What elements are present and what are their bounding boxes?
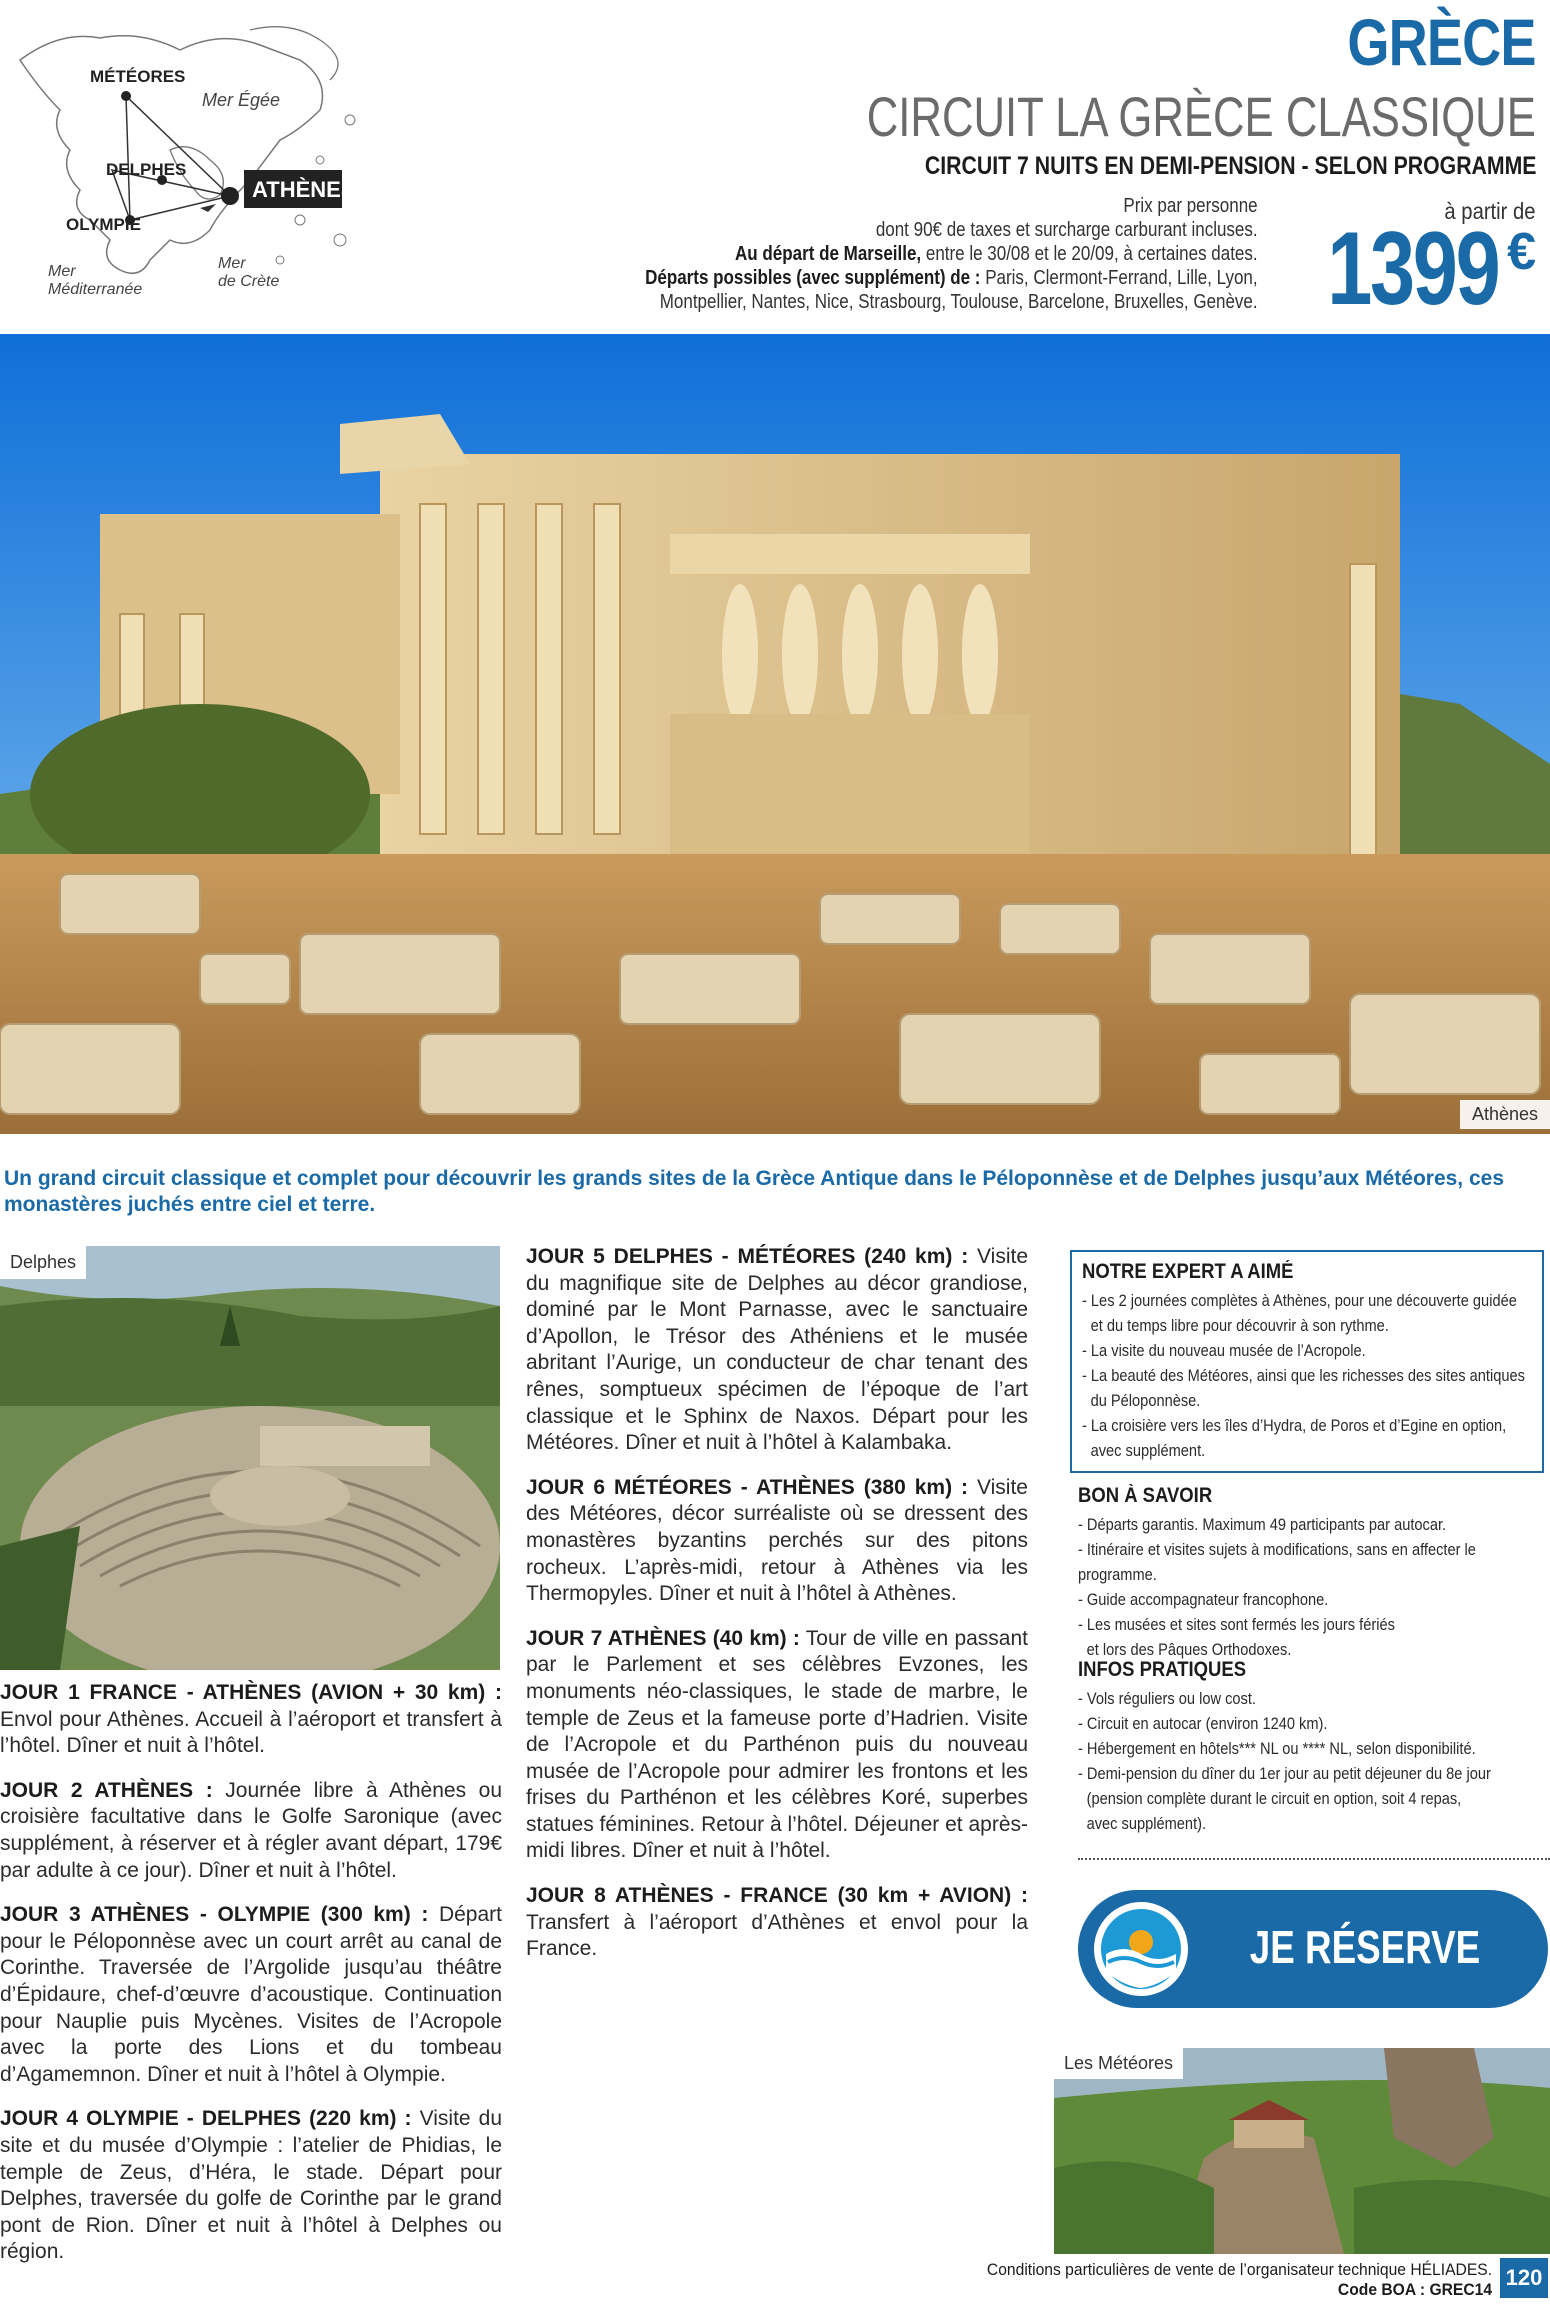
day-7: JOUR 7 ATHÈNES (40 km) : Tour de ville en passant par le Parlement et ses célèbres Evzones, les monuments néo-classiques, le stade de marbre, le temple de Zeus et la fameuse porte d’Hadrien. Visite de l’Acropole et du Parthénon puis du nouveau musée de l’Acropole pour admirer les frontons et les frises du Parthénon et les célèbres Koré, superbes statues féminines. Retour à l’hôtel. Déjeuner et après-midi libres. Dîner et nuit à l’hôtel. xyxy=(526,1626,1028,1863)
map-city-meteores: MÉTÉORES xyxy=(90,67,186,86)
day-6: JOUR 6 MÉTÉORES - ATHÈNES (380 km) : Visite des Météores, décor surréaliste où se dressent des monastères byzantins perchés sur des pitons rocheux. L’après-midi, retour à Athènes via les Thermopyles. Dîner et nuit à l’hôtel à Athènes. xyxy=(526,1475,1028,1606)
day-3: JOUR 3 ATHÈNES - OLYMPIE (300 km) : Départ pour le Péloponnèse avec un court arrêt au canal de Corinthe. Traversée de l’Argolide jusqu’au théâtre d’Épidaure, chef-d’œuvre d’acoustique. Continuation pour Nauplie puis Mycènes. Visites de l’Acropole avec la porte des Lions et du tombeau d’Agamemnon. Dîner et nuit à l’hôtel à Olympie. xyxy=(0,1903,502,2086)
price-marseille: Au départ de Marseille, entre le 30/08 et le 20/09, à certaines dates. xyxy=(735,243,1258,265)
map-sea-egee: Mer Égée xyxy=(202,90,281,110)
map-city-delphes: DELPHES xyxy=(106,160,187,179)
practical-info xyxy=(1078,1656,1548,1836)
day-2: JOUR 2 ATHÈNES : Journée libre à Athènes ou croisière facultative dans le Golfe Saronique (avec supplément, à réserver et à régler avant départ, 179€ par adulte à ce jour). Dîner et nuit à l’hôtel. xyxy=(0,1778,502,1882)
footer-conditions xyxy=(987,2260,1492,2300)
day-8: JOUR 8 ATHÈNES - FRANCE (30 km + AVION) : Transfert à l’aéroport d’Athènes et envol pour la France. xyxy=(526,1884,1028,1961)
list-item: - Les musées et sites sont fermés les jours fériés xyxy=(1078,1615,1395,1634)
price-departures-2: Montpellier, Nantes, Nice, Strasbourg, Toulouse, Barcelone, Bruxelles, Genève. xyxy=(660,291,1258,313)
itinerary-middle xyxy=(526,1244,1028,1981)
list-item: - La visite du nouveau musée de l’Acropole. xyxy=(1082,1341,1366,1360)
map-sea-mer1: Mer xyxy=(48,263,76,280)
wave-logo-icon[interactable] xyxy=(1094,1902,1188,1996)
practical-info-title: INFOS PRATIQUES xyxy=(1078,1658,1247,1681)
expert-box xyxy=(1070,1250,1544,1473)
list-item: du Péloponnèse. xyxy=(1090,1391,1201,1410)
boa-code: Code BOA : GREC14 xyxy=(1337,2280,1492,2299)
list-item: - Hébergement en hôtels*** NL ou **** NL, selon disponibilité. xyxy=(1078,1739,1476,1758)
good-to-know xyxy=(1078,1482,1548,1662)
delphes-caption: Delphes xyxy=(0,1246,86,1279)
price-departures: Départs possibles (avec supplément) de : Paris, Clermont-Ferrand, Lille, Lyon, xyxy=(645,267,1258,289)
list-item: et lors des Pâques Orthodoxes. xyxy=(1086,1640,1292,1659)
list-item: - Circuit en autocar (environ 1240 km). xyxy=(1078,1714,1328,1733)
list-item: - Guide accompagnateur francophone. xyxy=(1078,1590,1329,1609)
practical-info-list xyxy=(1078,1686,1548,1836)
delphes-photo xyxy=(0,1246,500,1670)
dotted-divider xyxy=(1078,1858,1550,1860)
route-map xyxy=(0,0,400,320)
map-sea-mediterranee: Méditerranée xyxy=(48,281,143,298)
list-item: avec supplément). xyxy=(1086,1814,1207,1833)
map-city-athenes: ATHÈNES xyxy=(252,177,356,202)
list-item: - Les 2 journées complètes à Athènes, pour une découverte guidée xyxy=(1082,1291,1517,1310)
list-item: (pension complète durant le circuit en option, soit 4 repas, xyxy=(1086,1789,1462,1808)
list-item: et du temps libre pour découvrir à son rythme. xyxy=(1090,1316,1389,1335)
meteores-caption: Les Météores xyxy=(1054,2048,1183,2079)
map-sea-crete: de Crète xyxy=(218,273,280,290)
from-label: à partir de xyxy=(1444,198,1536,224)
expert-title: NOTRE EXPERT A AIMÉ xyxy=(1082,1260,1294,1283)
price-details xyxy=(645,194,1258,314)
price-value: 1399 xyxy=(1326,211,1498,327)
list-item: - La beauté des Météores, ainsi que les richesses des sites antiques xyxy=(1082,1366,1525,1385)
expert-list xyxy=(1082,1288,1532,1463)
hero-photo-erechtheion xyxy=(0,334,1550,1134)
price-per-person: Prix par personne xyxy=(1123,195,1258,217)
map-city-olympie: OLYMPIE xyxy=(66,215,141,234)
country-title: GRÈCE xyxy=(1347,5,1536,79)
list-item: - La croisière vers les îles d’Hydra, de Poros et d’Egine en option, xyxy=(1082,1416,1507,1435)
plane-icon xyxy=(200,204,216,212)
list-item: - Départs garantis. Maximum 49 participants par autocar. xyxy=(1078,1515,1447,1534)
intro-text: Un grand circuit classique et complet pour découvrir les grands sites de la Grèce Antique dans le Péloponnèse et de Delphes jusqu’aux Météores, ces monastères juchés entre ciel et terre. xyxy=(4,1167,1505,1216)
list-item: - Demi-pension du dîner du 1er jour au petit déjeuner du 8e jour xyxy=(1078,1764,1491,1783)
page-number: 120 xyxy=(1500,2258,1548,2298)
day-5: JOUR 5 DELPHES - MÉTÉORES (240 km) : Visite du magnifique site de Delphes au décor grandiose, dominé par le Mont Parnasse, avec le sanctuaire d’Apollon, le Trésor des Athéniens et le musée abritant l’Aurige, un conducteur de char tenant des rênes, somptueux spécimen de l’époque de l’art classique et le Sphinx de Naxos. Départ pour les Météores. Dîner et nuit à l’hôtel à Kalambaka. xyxy=(526,1245,1028,1455)
good-to-know-list xyxy=(1078,1512,1548,1662)
conditions-text: Conditions particulières de vente de l’organisateur technique HÉLIADES. xyxy=(986,2260,1492,2279)
map-sea-mer2: Mer xyxy=(218,255,246,272)
day-4: JOUR 4 OLYMPIE - DELPHES (220 km) : Visite du site et du musée d’Olympie : l’atelier de Phidias, le temple de Zeus, d’Héra, le stade. Départ pour Delphes, traversée du golfe de Corinthe par le grand pont de Rion. Dîner et nuit à l’hôtel à Delphes ou région. xyxy=(0,2107,503,2264)
price-taxes: dont 90€ de taxes et surcharge carburant incluses. xyxy=(876,219,1258,241)
hero-caption: Athènes xyxy=(1460,1100,1550,1129)
circuit-title: CIRCUIT LA GRÈCE CLASSIQUE xyxy=(866,85,1536,148)
list-item: avec supplément. xyxy=(1090,1441,1206,1460)
list-item: - Itinéraire et visites sujets à modifications, sans en affecter le programme. xyxy=(1078,1540,1476,1584)
day-1: JOUR 1 FRANCE - ATHÈNES (AVION + 30 km) : Envol pour Athènes. Accueil à l’aéroport et transfert à l’hôtel. Dîner et nuit à l’hôtel. xyxy=(0,1681,502,1758)
list-item: - Vols réguliers ou low cost. xyxy=(1078,1689,1256,1708)
good-to-know-title: BON À SAVOIR xyxy=(1078,1484,1213,1507)
itinerary-left xyxy=(0,1680,502,2284)
circuit-subtitle: CIRCUIT 7 NUITS EN DEMI-PENSION - SELON PROGRAMME xyxy=(924,152,1536,180)
price-currency: € xyxy=(1507,223,1536,281)
reserve-button-label[interactable]: JE RÉSERVE xyxy=(1249,1921,1481,1973)
